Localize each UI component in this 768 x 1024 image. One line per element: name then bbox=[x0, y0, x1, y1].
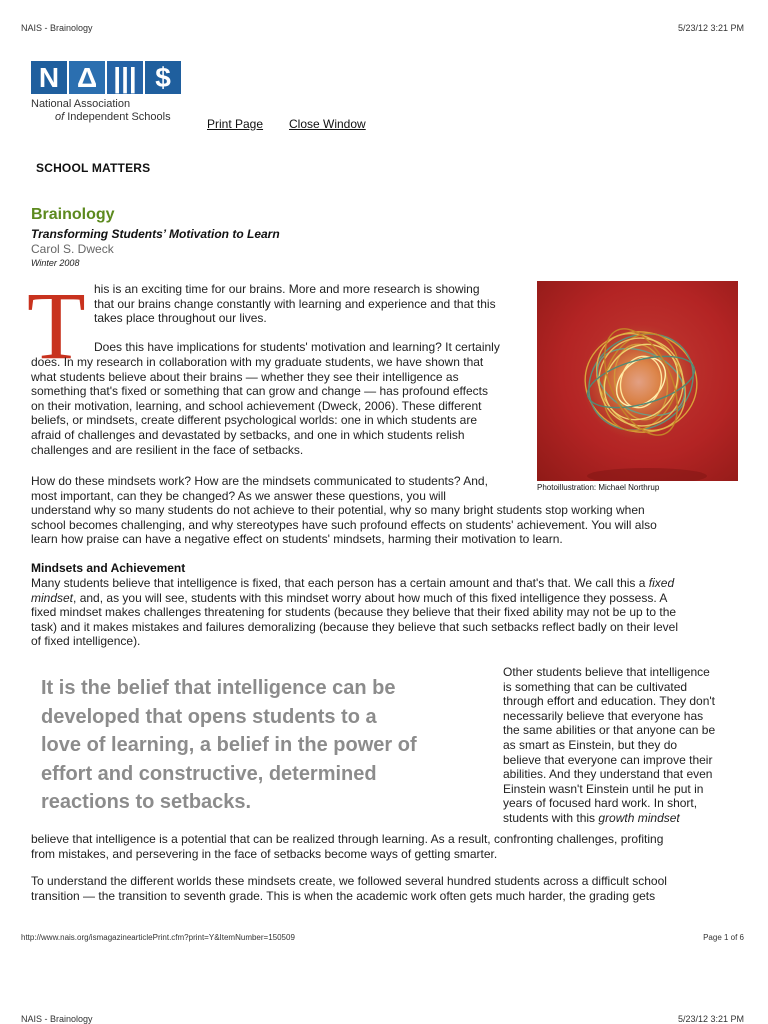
photo-caption: Photoillustration: Michael Northrup bbox=[537, 483, 660, 492]
text-line: his is an exciting time for our brains. More and more research is showing bbox=[94, 282, 480, 296]
article-title: Brainology bbox=[31, 206, 115, 223]
paragraph-4 bbox=[31, 576, 746, 649]
nais-logo bbox=[31, 61, 183, 124]
text-run: students with this bbox=[503, 810, 599, 825]
text-line: most important, can they be changed? As we answer these questions, you will bbox=[31, 488, 446, 503]
article-author: Carol S. Dweck bbox=[31, 242, 114, 256]
text-line: fixed mindset makes challenges threatening for students (because they believe that their fixed ability may not be up to the bbox=[31, 605, 677, 620]
print-page-link[interactable]: Print Page bbox=[207, 117, 264, 131]
paragraph-2-first-line bbox=[94, 340, 534, 355]
logo-org-rest: Independent Schools bbox=[64, 111, 171, 123]
logo-tiles bbox=[31, 61, 183, 94]
text-line: Other students believe that intelligence bbox=[503, 665, 710, 679]
text-line: believe that intelligence is a potential that can be realized through learning. As a result, confronting challenges, profiting bbox=[31, 832, 664, 846]
quote-line: It is the belief that intelligence can be bbox=[41, 677, 396, 699]
section-label: SCHOOL MATTERS bbox=[36, 161, 151, 175]
text-line: understand why so many students do not achieve to their potential, why so many bright students stop working when bbox=[31, 503, 645, 517]
text-line: challenges and are resilient in the face of setbacks. bbox=[31, 442, 304, 457]
text-line: Einstein wasn't Einstein until he put in bbox=[503, 781, 704, 796]
text-line: necessarily believe that everyone has bbox=[503, 708, 704, 723]
text-line: believe that everyone can improve their bbox=[503, 752, 713, 767]
text-line: afraid of challenges and devastated by setbacks, and one in which students relish bbox=[31, 427, 465, 442]
text-line: does. In my research in collaboration with my graduate students, we have shown that bbox=[31, 355, 484, 369]
text-line: school becomes challenging, and why stereotypes have such profound effects on students' achievement. You will also bbox=[31, 517, 657, 532]
text-line: of fixed intelligence). bbox=[31, 634, 141, 649]
text-line: Does this have implications for students' motivation and learning? It certainly bbox=[94, 340, 500, 354]
text-line bbox=[31, 576, 746, 591]
quote-line: developed that opens students to a bbox=[41, 705, 377, 728]
text-em: mindset bbox=[31, 590, 74, 605]
close-window-link[interactable]: Close Window bbox=[289, 117, 366, 131]
logo-org-line2 bbox=[31, 111, 183, 124]
text-line: takes place throughout our lives. bbox=[94, 311, 267, 326]
text-line: years of focused hard work. In short, bbox=[503, 796, 698, 811]
logo-tile-dollar: $ bbox=[145, 61, 181, 94]
paragraph-5 bbox=[31, 832, 746, 861]
text-line: from mistakes, and persevering in the face of setbacks become ways of getting smarter. bbox=[31, 846, 498, 861]
article-subtitle: Transforming Students’ Motivation to Learn bbox=[31, 227, 280, 241]
text-em: growth mindset bbox=[598, 810, 680, 825]
text-line: that our brains change constantly with learning and experience and that this bbox=[94, 296, 496, 311]
text-line: as smart as Einstein, but they do bbox=[503, 737, 678, 752]
text-run: , and, as you will see, students with this mindset worry about how much of this fixed intelligence they possess. A bbox=[73, 590, 668, 605]
logo-org-name bbox=[31, 98, 183, 124]
print-header-title: NAIS - Brainology bbox=[21, 23, 93, 33]
logo-org-line1: National Association bbox=[31, 98, 131, 110]
text-line: through effort and education. They don't bbox=[503, 694, 716, 709]
text-line: something that's fixed or something that can grow and change — has profound effects bbox=[31, 384, 489, 399]
text-line: transition — the transition to seventh grade. This is when the academic work often gets much harder, the grading gets bbox=[31, 888, 656, 903]
quote-line: love of learning, a belief in the power of bbox=[41, 734, 417, 756]
text-line: learn how praise can have a negative effect on students' mindsets, harming their motivation to learn. bbox=[31, 532, 563, 547]
print-header-datetime: 5/23/12 3:21 PM bbox=[677, 23, 744, 33]
paragraph-2 bbox=[31, 355, 536, 457]
text-line: To understand the different worlds these mindsets create, we followed several hundred students across a difficult school bbox=[31, 874, 667, 888]
article-issue: Winter 2008 bbox=[31, 258, 80, 268]
text-em: fixed bbox=[648, 576, 675, 590]
text-line: abilities. And they understand that even bbox=[503, 767, 713, 782]
print-footer-url: http://www.nais.org/ismagazinearticlePrint.cfm?print=Y&ItemNumber=150509 bbox=[21, 933, 295, 942]
logo-tile-triangle: Δ bbox=[69, 61, 105, 94]
text-line: the same abilities or that anyone can be bbox=[503, 723, 716, 738]
quote-line: effort and constructive, determined bbox=[41, 762, 377, 785]
text-line bbox=[31, 591, 746, 606]
yarn-ball-illustration bbox=[537, 281, 738, 481]
print-footer-page: Page 1 of 6 bbox=[703, 933, 744, 942]
text-run: Many students believe that intelligence is fixed, that each person has a certain amount and that's that. We call this a bbox=[31, 576, 649, 590]
text-line: what students believe about their brains — whether they see their intelligence as bbox=[31, 369, 459, 384]
next-page-header-datetime: 5/23/12 3:21 PM bbox=[677, 1014, 744, 1024]
text-line: How do these mindsets work? How are the mindsets communicated to students? And, bbox=[31, 474, 488, 488]
text-line bbox=[503, 811, 748, 826]
text-line: is something that can be cultivated bbox=[503, 679, 688, 694]
text-line: on their motivation, learning, and school achievement (Dweck, 2006). These different bbox=[31, 398, 482, 413]
paragraph-6 bbox=[31, 874, 746, 903]
article-photo bbox=[537, 281, 738, 481]
paragraph-intro bbox=[94, 282, 534, 326]
pull-quote bbox=[41, 674, 501, 817]
quote-line: reactions to setbacks. bbox=[41, 791, 252, 813]
section-heading-mindsets: Mindsets and Achievement bbox=[31, 561, 186, 575]
paragraph-3-top bbox=[31, 474, 536, 503]
logo-tile-bars: ||| bbox=[107, 61, 143, 94]
logo-org-of: of bbox=[55, 111, 65, 123]
drop-cap: T bbox=[27, 272, 86, 379]
logo-tile-n: N bbox=[31, 61, 67, 94]
text-line: task) and it makes mistakes and failures demoralizing (because they believe that such setbacks reflect badly on their level bbox=[31, 619, 678, 634]
paragraph-3 bbox=[31, 503, 746, 547]
side-column-text bbox=[503, 665, 748, 826]
next-page-header-title: NAIS - Brainology bbox=[21, 1014, 93, 1024]
text-line: beliefs, or mindsets, create different psychological worlds: one in which students are bbox=[31, 413, 478, 428]
